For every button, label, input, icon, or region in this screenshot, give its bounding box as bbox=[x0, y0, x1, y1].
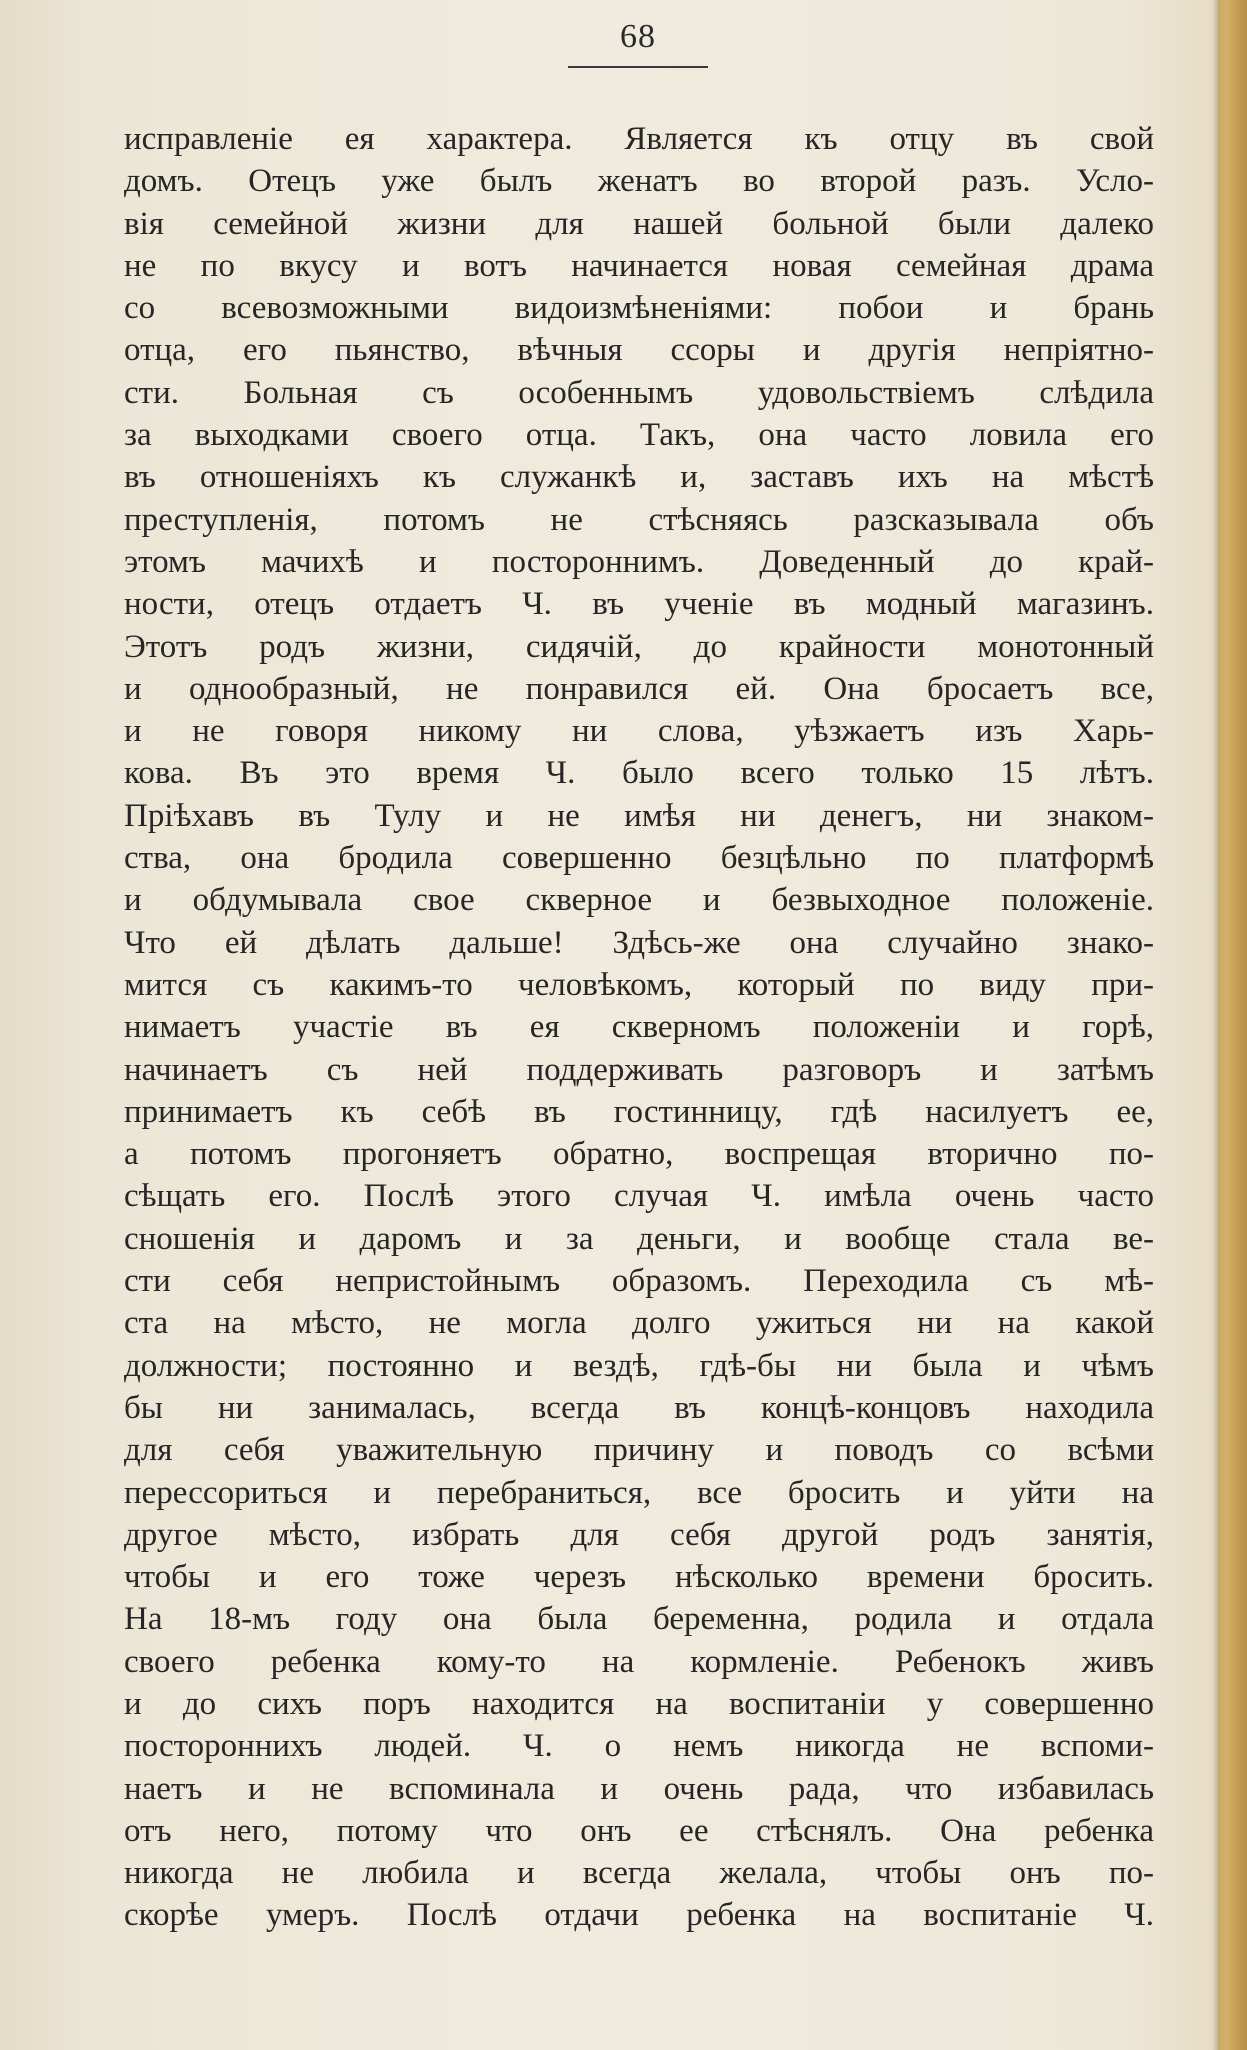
text-line: сти. Больная съ особеннымъ удовольствіемъ слѣдила bbox=[124, 374, 1154, 411]
text-line: вія семейной жизни для нашей больной были далеко bbox=[124, 205, 1154, 242]
text-line: для себя уважительную причину и поводъ со всѣми bbox=[124, 1432, 1154, 1469]
text-line: ности, отецъ отдаетъ Ч. въ ученіе въ модный магазинъ. bbox=[124, 586, 1154, 623]
text-line: не по вкусу и вотъ начинается новая семейная драма bbox=[124, 247, 1154, 284]
text-line: постороннихъ людей. Ч. о немъ никогда не вспоми- bbox=[124, 1728, 1154, 1765]
text-line: другое мѣсто, избрать для себя другой родъ занятія, bbox=[124, 1516, 1154, 1553]
text-line: домъ. Отецъ уже былъ женатъ во второй разъ. Усло- bbox=[124, 163, 1154, 200]
text-line: наетъ и не вспоминала и очень рада, что избавилась bbox=[124, 1770, 1154, 1807]
header-rule bbox=[568, 66, 708, 68]
page-number: 68 bbox=[620, 18, 656, 55]
text-line: и однообразный, не понравился ей. Она бросаетъ все, bbox=[124, 670, 1154, 707]
text-line: и обдумывала свое скверное и безвыходное положеніе. bbox=[124, 882, 1154, 919]
text-line: ства, она бродила совершенно безцѣльно по платформѣ bbox=[124, 840, 1154, 877]
text-line: На 18-мъ году она была беременна, родила и отдала bbox=[124, 1601, 1154, 1638]
text-line: исправленіе ея характера. Является къ отцу въ свой bbox=[124, 121, 1154, 157]
text-line: въ отношеніяхъ къ служанкѣ и, заставъ ихъ на мѣстѣ bbox=[124, 459, 1154, 496]
text-line: преступленія, потомъ не стѣсняясь разсказывала объ bbox=[124, 501, 1154, 538]
text-line: сти себя непристойнымъ образомъ. Переходила съ мѣ- bbox=[124, 1263, 1154, 1300]
body-text bbox=[124, 118, 1154, 1937]
text-line: а потомъ прогоняетъ обратно, воспрещая вторично по- bbox=[124, 1136, 1154, 1173]
text-line: кова. Въ это время Ч. было всего только 15 лѣтъ. bbox=[124, 755, 1154, 792]
text-line: и не говоря никому ни слова, уѣзжаетъ изъ Харь- bbox=[124, 713, 1154, 750]
text-line: скорѣе умеръ. Послѣ отдачи ребенка на воспитаніе Ч. bbox=[124, 1897, 1154, 1934]
text-line: перессориться и перебраниться, все бросить и уйти на bbox=[124, 1474, 1154, 1511]
text-line: за выходками своего отца. Такъ, она часто ловила его bbox=[124, 417, 1154, 454]
text-line: принимаетъ къ себѣ въ гостинницу, гдѣ насилуетъ ее, bbox=[124, 1093, 1154, 1130]
text-line: начинаетъ съ ней поддерживать разговоръ и затѣмъ bbox=[124, 1051, 1154, 1088]
text-line: бы ни занималась, всегда въ концѣ-концовъ находила bbox=[124, 1389, 1154, 1426]
text-line: нимаетъ участіе въ ея скверномъ положеніи и горѣ, bbox=[124, 1009, 1154, 1046]
text-line: Этотъ родъ жизни, сидячій, до крайности монотонный bbox=[124, 628, 1154, 665]
text-line: ста на мѣсто, не могла долго ужиться ни на какой bbox=[124, 1305, 1154, 1342]
text-line: мится съ какимъ-то человѣкомъ, который по виду при- bbox=[124, 966, 1154, 1003]
text-line: своего ребенка кому-то на кормленіе. Ребенокъ живъ bbox=[124, 1643, 1154, 1680]
text-line: отъ него, потому что онъ ее стѣснялъ. Она ребенка bbox=[124, 1812, 1154, 1849]
text-line: должности; постоянно и вездѣ, гдѣ-бы ни была и чѣмъ bbox=[124, 1347, 1154, 1384]
text-line: этомъ мачихѣ и постороннимъ. Доведенный до край- bbox=[124, 543, 1154, 580]
book-edge bbox=[1218, 0, 1247, 2050]
text-line: Что ей дѣлать дальше! Здѣсь-же она случайно знако- bbox=[124, 924, 1154, 961]
text-line: никогда не любила и всегда желала, чтобы онъ по- bbox=[124, 1855, 1154, 1892]
text-line: Пріѣхавъ въ Тулу и не имѣя ни денегъ, ни знаком- bbox=[124, 797, 1154, 834]
text-line: и до сихъ поръ находится на воспитаніи у совершенно bbox=[124, 1685, 1154, 1722]
text-line: сѣщать его. Послѣ этого случая Ч. имѣла очень часто bbox=[124, 1178, 1154, 1215]
text-line: отца, его пьянство, вѣчныя ссоры и другія непріятно- bbox=[124, 332, 1154, 369]
text-line: со всевозможными видоизмѣненіями: побои и брань bbox=[124, 290, 1154, 327]
text-line: сношенія и даромъ и за деньги, и вообще стала ве- bbox=[124, 1220, 1154, 1257]
text-line: чтобы и его тоже черезъ нѣсколько времени бросить. bbox=[124, 1559, 1154, 1596]
